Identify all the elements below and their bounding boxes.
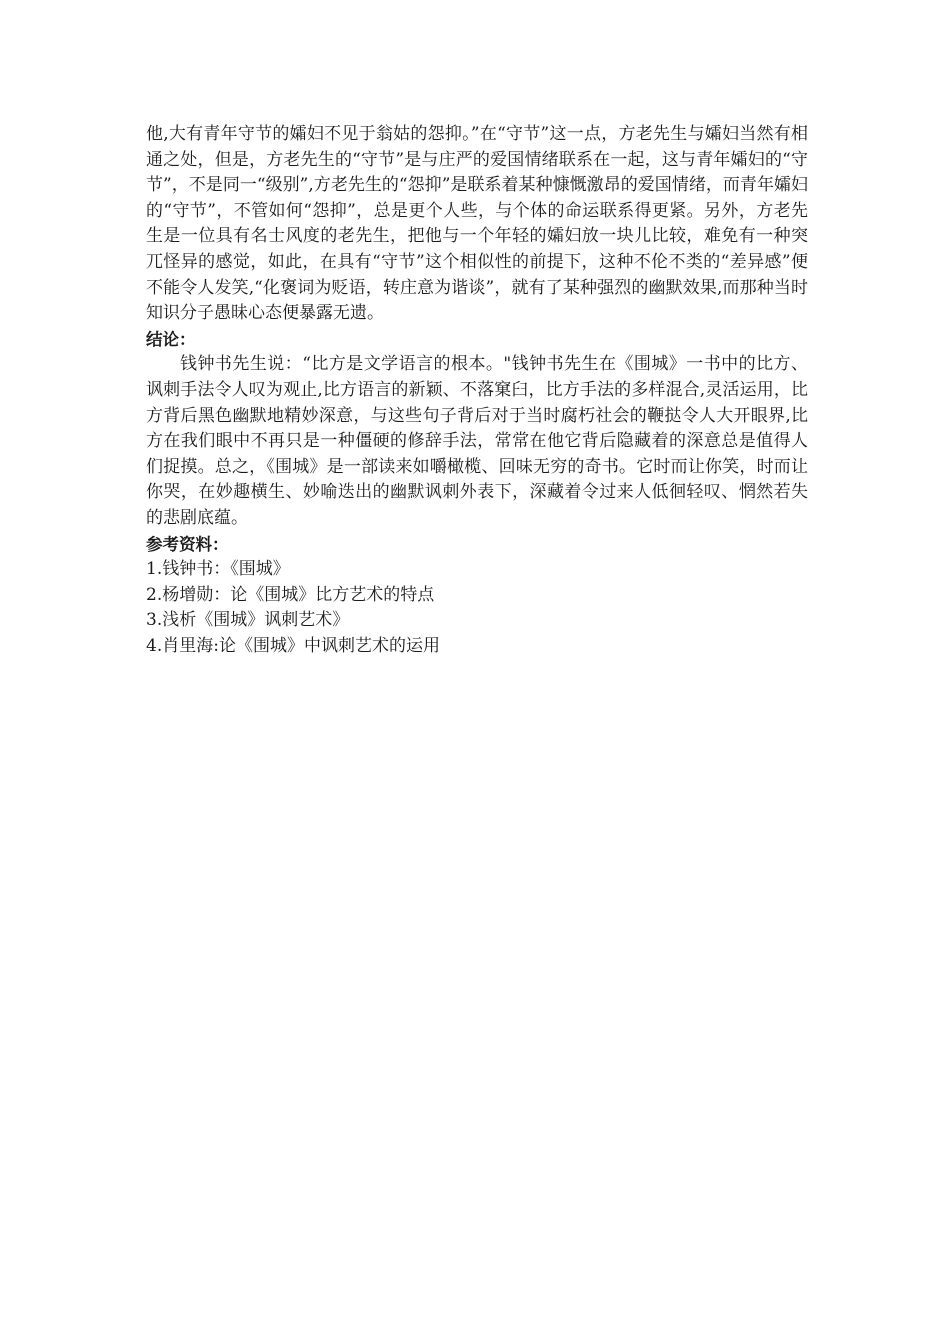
references-list [146,557,808,659]
reference-item: 2.杨增勋：论《围城》比方艺术的特点 [146,584,435,605]
conclusion-paragraph: 钱钟书先生说：“比方是文学语言的根本。"钱钟书先生在《围城》一书中的比方、讽刺手法令人叹为观止,比方语言的新颖、不落窠臼，比方手法的多样混合,灵活运用，比方背后黑色幽默地精妙深意，与这些句子背后对于当时腐朽社会的鞭挞令人大开眼界,比方在我们眼中不再只是一种僵硬的修辞手法，常常在他它背后隐藏着的深意总是值得人们捉摸。总之，《围城》是一部读来如嚼橄榄、回味无穷的奇书。它时而让你笑，时而让你哭，在妙趣横生、妙喻迭出的幽默讽刺外表下，深藏着令过来人低徊轻叹、惘然若失的悲剧底蕴。 [146,354,808,528]
reference-item: 4.肖里海:论《围城》中讽刺艺术的运用 [146,635,440,656]
reference-item: 3.浅析《围城》讽刺艺术》 [146,610,350,631]
conclusion-heading: 结论： [146,329,196,349]
body-paragraph: 他,大有青年守节的孀妇不见于翁姑的怨抑。”在“守节”这一点，方老先生与孀妇当然有相通之处，但是，方老先生的“守节”是与庄严的爱国情绪联系在一起，这与青年孀妇的“守节”，不是同一“级别”,方老先生的“怨抑”是联系着某种慷慨激昂的爱国情绪，而青年孀妇的“守节”，不管如何“怨抑”，总是更个人些，与个体的命运联系得更紧。另外，方老先生是一位具有名士风度的老先生，把他与一个年轻的孀妇放一块儿比较，难免有一种突兀怪异的感觉，如此，在具有“守节”这个相似性的前提下，这种不伦不类的“差异感”便不能令人发笑,“化褒词为贬语，转庄意为谐谈”，就有了某种强烈的幽默效果,而那种当时知识分子愚昧心态便暴露无遗。 [146,124,808,324]
references-heading: 参考资料： [146,534,229,554]
reference-item: 1.钱钟书：《围城》 [146,559,290,580]
document-page [146,122,808,659]
